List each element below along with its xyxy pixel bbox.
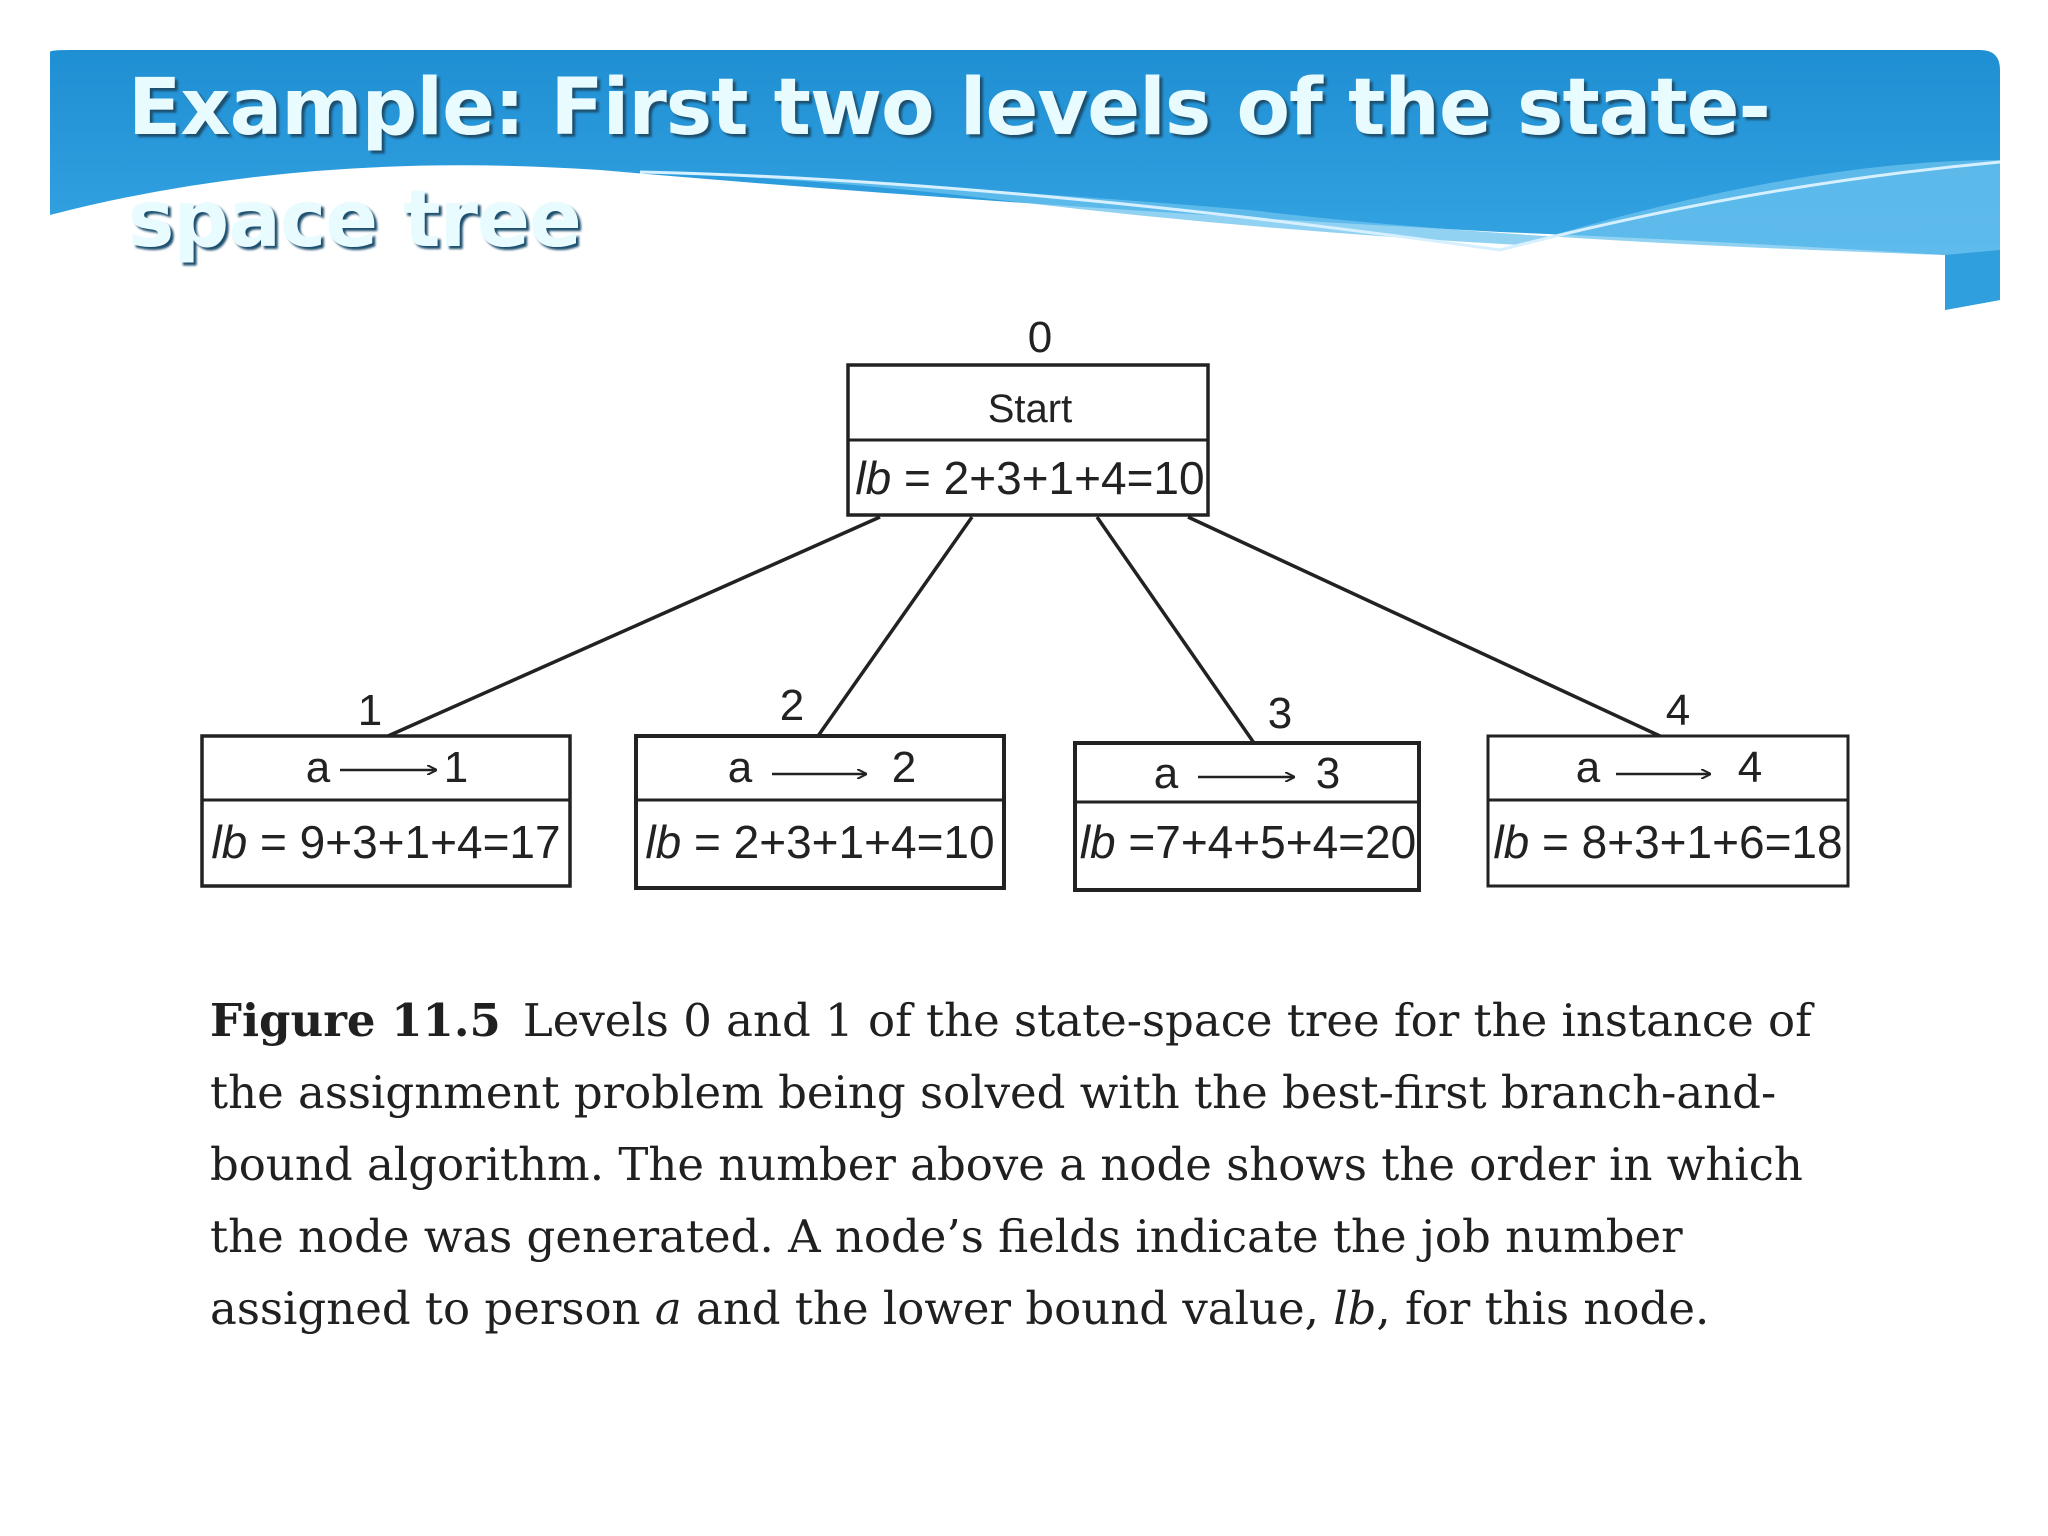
node-person: a: [727, 743, 753, 792]
edge-root-child-1: [388, 517, 880, 736]
caption-var-a: a: [654, 1282, 682, 1335]
lb-variable: lb: [645, 816, 682, 868]
figure-label: Figure 11.5: [210, 994, 501, 1047]
figure-caption: [210, 985, 1850, 1345]
lb-variable: lb: [1079, 816, 1116, 868]
node-field-lb: [645, 816, 994, 868]
lb-expression: =7+4+5+4=20: [1115, 816, 1417, 868]
node-job: 1: [443, 743, 469, 792]
lb-expression: = 8+3+1+6=18: [1529, 816, 1843, 868]
node-job: 3: [1315, 749, 1341, 798]
node-field-lb: [211, 816, 560, 868]
node-field-start: Start: [987, 387, 1073, 431]
node-person: a: [305, 743, 331, 792]
node-order-label: 0: [1027, 313, 1053, 362]
tree-node-root: [848, 313, 1208, 515]
tree-node-child-2: [636, 681, 1004, 888]
caption-var-lb: lb: [1333, 1282, 1377, 1335]
caption-text-3: , for this node.: [1376, 1282, 1710, 1335]
tree-edges: [388, 517, 1660, 743]
node-order-label: 2: [779, 681, 805, 730]
edge-root-child-3: [1097, 517, 1254, 743]
node-job: 2: [891, 743, 917, 792]
tree-node-child-1: [202, 686, 570, 886]
lb-expression: = 9+3+1+4=17: [247, 816, 561, 868]
lb-variable: lb: [211, 816, 248, 868]
lb-variable: lb: [1493, 816, 1530, 868]
slide-title: Example: First two levels of the state-space tree: [128, 63, 1770, 265]
node-person: a: [1575, 743, 1601, 792]
node-order-label: 4: [1665, 686, 1691, 735]
node-order-label: 1: [357, 686, 383, 735]
tree-node-child-4: [1488, 686, 1848, 886]
node-field-lb: [1080, 816, 1416, 868]
node-order-label: 3: [1267, 689, 1293, 738]
node-field-lb: [1493, 816, 1842, 868]
node-field-lb: [855, 452, 1204, 504]
caption-text-2: and the lower bound value,: [681, 1282, 1334, 1335]
node-job: 4: [1737, 743, 1763, 792]
caption-text-1: Levels 0 and 1 of the state-space tree for the instance of the assignment problem being solved with the best-first branch-and-bound algorithm. The number above a node shows the order in which the node was generated. A node’s fields indicate the job number assigned to person: [210, 994, 1812, 1335]
tree-node-child-3: [1075, 689, 1419, 890]
edge-root-child-4: [1188, 517, 1660, 736]
node-person: a: [1153, 749, 1179, 798]
lb-expression: = 2+3+1+4=10: [891, 452, 1205, 504]
edge-root-child-2: [818, 517, 972, 736]
lb-variable: lb: [855, 452, 892, 504]
lb-expression: = 2+3+1+4=10: [681, 816, 995, 868]
